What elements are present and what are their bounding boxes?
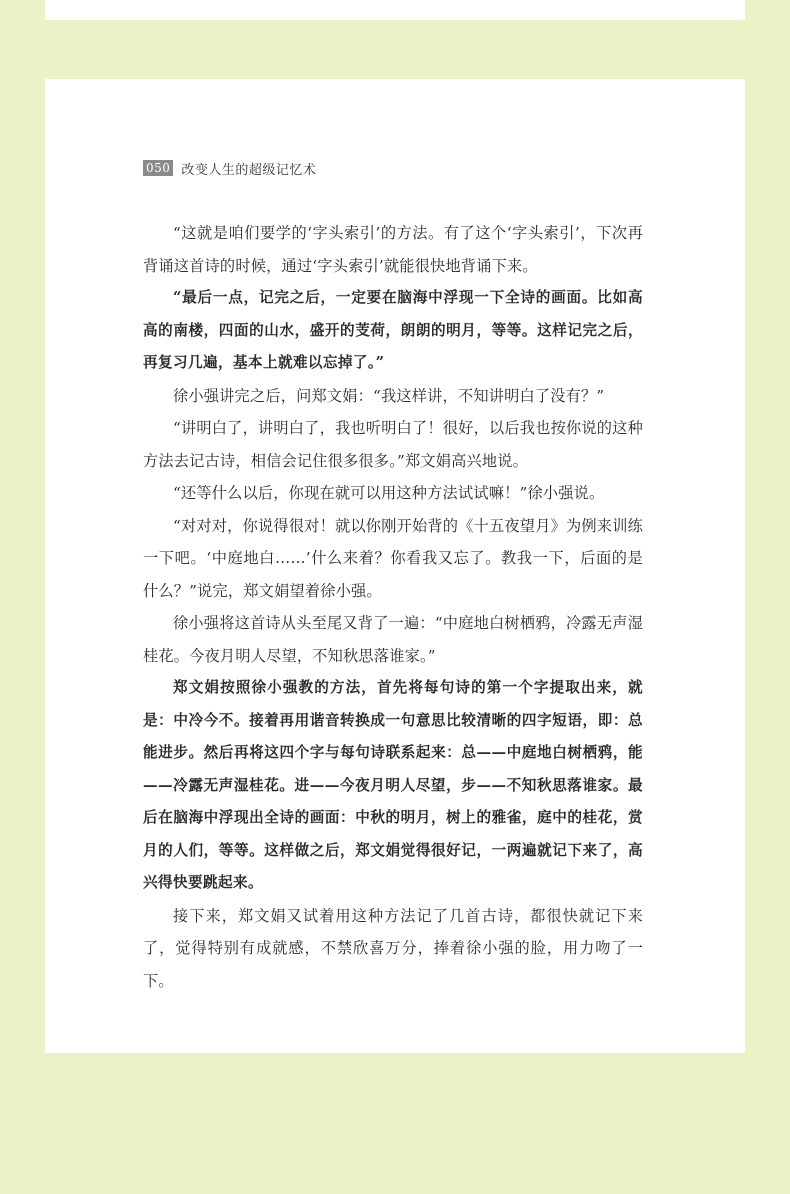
book-title: 改变人生的超级记忆术 — [181, 162, 317, 178]
paragraph: 徐小强将这首诗从头至尾又背了一遍：“中庭地白树栖鸦，冷露无声湿桂花。今夜月明人尽望，不知秋思落谁家。” — [143, 614, 643, 665]
running-header — [143, 159, 316, 177]
page-number: 050 — [143, 160, 173, 176]
page-body — [143, 217, 643, 997]
paragraph: 接下来，郑文娟又试着用这种方法记了几首古诗，都很快就记下来了，觉得特别有成就感，不禁欣喜万分，捧着徐小强的脸，用力吻了一下。 — [143, 906, 643, 990]
paragraph: 徐小强讲完之后，问郑文娟：“我这样讲，不知讲明白了没有？” — [173, 386, 605, 405]
previous-page-edge — [45, 0, 745, 20]
paragraph: “最后一点，记完之后，一定要在脑海中浮现一下全诗的画面。比如高高的南楼，四面的山水，盛开的芰荷，朗朗的明月，等等。这样记完之后，再复习几遍，基本上就难以忘掉了。” — [143, 289, 643, 371]
paragraph: “对对对，你说得很对！就以你刚开始背的《十五夜望月》为例来训练一下吧。‘中庭地白……’什么来着？你看我又忘了。教我一下，后面的是什么？”说完，郑文娟望着徐小强。 — [143, 516, 643, 600]
paragraph: 郑文娟按照徐小强教的方法，首先将每句诗的第一个字提取出来，就是：中冷今不。接着再用谐音转换成一句意思比较清晰的四字短语，即：总能进步。然后再将这四个字与每句诗联系起来：总——中庭地白树栖鸦，能——冷露无声湿桂花。进——今夜月明人尽望，步——不知秋思落谁家。最后在脑海中浮现出全诗的画面：中秋的明月，树上的雅雀，庭中的桂花，赏月的人们，等等。这样做之后，郑文娟觉得很好记，一两遍就记下来了，高兴得快要跳起来。 — [143, 679, 643, 891]
paragraph: “讲明白了，讲明白了，我也听明白了！很好，以后我也按你说的这种方法去记古诗，相信会记住很多很多。”郑文娟高兴地说。 — [143, 419, 643, 470]
paragraph: “这就是咱们要学的‘字头索引’的方法。有了这个‘字头索引’，下次再背诵这首诗的时候，通过‘字头索引’就能很快地背诵下来。 — [143, 224, 643, 275]
paragraph: “还等什么以后，你现在就可以用这种方法试试嘛！”徐小强说。 — [173, 484, 605, 502]
book-page — [45, 79, 745, 1053]
